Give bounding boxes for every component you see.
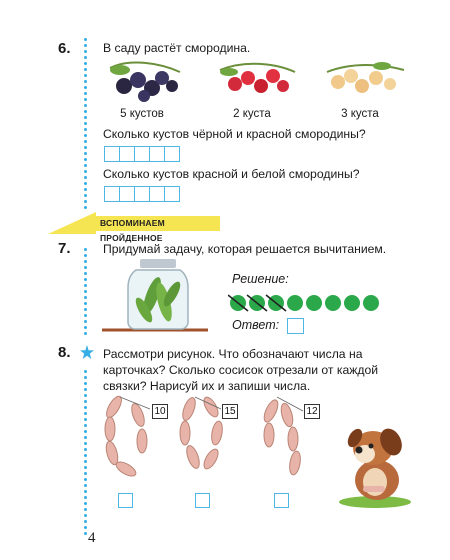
red-currant-icon <box>220 64 295 93</box>
review-banner: ВСПОМИНАЕМ ПРОЙДЕННОЕ <box>96 216 220 231</box>
answer-box-8-1[interactable] <box>118 493 133 508</box>
task-6-question-2: Сколько кустов красной и белой смородины? <box>103 167 360 181</box>
white-currant-icon <box>327 62 404 93</box>
berries-illustration <box>100 58 420 108</box>
task-8-number: 8. <box>58 344 71 361</box>
answer-box-8-3[interactable] <box>274 493 289 508</box>
pencil-tip-decoration <box>48 210 98 236</box>
task-7-number: 7. <box>58 240 71 257</box>
pickle-jar-illustration <box>100 256 210 336</box>
sausage-bunch-1 <box>104 395 150 479</box>
answer-box-7[interactable] <box>287 318 304 334</box>
task-6-question-1: Сколько кустов чёрной и красной смородины? <box>103 127 366 141</box>
sausage-card-2: 15 <box>222 404 238 419</box>
sausage-bunch-3 <box>261 397 303 476</box>
task-8-text-line-2: карточках? Сколько сосисок отрезали от каждой <box>103 363 379 377</box>
circle <box>363 295 379 311</box>
red-currant-label: 2 куста <box>233 108 271 120</box>
black-currant-icon <box>110 62 180 102</box>
black-currant-label: 5 кустов <box>120 108 164 120</box>
circles-row <box>228 292 388 314</box>
task-6-number: 6. <box>58 40 71 57</box>
task-8-text-line-3: связки? Нарисуй их и запиши числа. <box>103 379 311 393</box>
sausage-bunch-2 <box>180 395 224 471</box>
answer-cells-2[interactable] <box>104 186 179 202</box>
circle <box>325 295 341 311</box>
answer-label: Ответ: <box>232 318 280 332</box>
star-icon <box>80 345 94 359</box>
white-currant-label: 3 куста <box>341 108 379 120</box>
circle <box>306 295 322 311</box>
answer-box-8-2[interactable] <box>195 493 210 508</box>
task-8-text-line-1: Рассмотри рисунок. Что обозначают числа на <box>103 347 363 361</box>
circle <box>344 295 360 311</box>
margin-dotted-line <box>84 370 88 540</box>
margin-dotted-line <box>84 248 88 338</box>
answer-cells-1[interactable] <box>104 146 179 162</box>
circle <box>287 295 303 311</box>
dog-illustration <box>335 420 415 510</box>
sausage-card-3: 12 <box>304 404 320 419</box>
solution-label: Решение: <box>232 272 289 286</box>
task-7-text: Придумай задачу, которая решается вычитанием. <box>103 242 387 256</box>
sausage-card-1: 10 <box>152 404 168 419</box>
page-number: 4 <box>88 530 96 546</box>
margin-dotted-line <box>84 38 88 213</box>
task-6-title: В саду растёт смородина. <box>103 41 251 55</box>
